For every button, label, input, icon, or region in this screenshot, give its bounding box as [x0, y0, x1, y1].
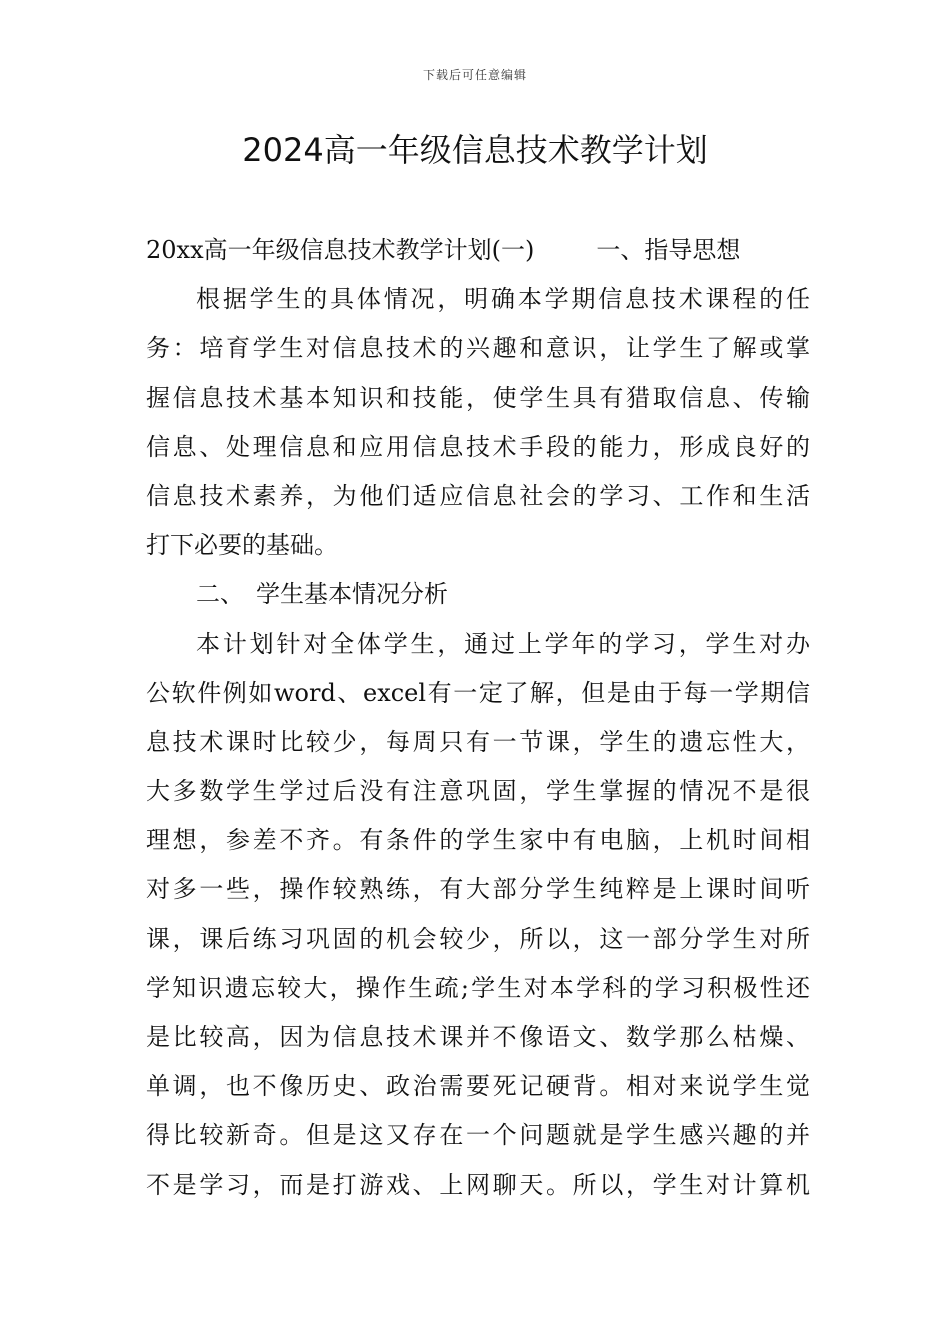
document-body [146, 226, 810, 1210]
paragraph-line: 学知识遗忘较大，操作生疏;学生对本学科的学习积极性还 [146, 973, 810, 1002]
paragraph-line: 理想，参差不齐。有条件的学生家中有电脑，上机时间相 [146, 826, 810, 855]
paragraph-line: 务：培育学生对信息技术的兴趣和意识，让学生了解或掌 [146, 334, 810, 363]
paragraph-line: 得比较新奇。但是这又存在一个问题就是学生感兴趣的并 [146, 1121, 810, 1150]
paragraph-line: 单调，也不像历史、政治需要死记硬背。相对来说学生觉 [146, 1072, 810, 1101]
paragraph-line: 信息技术素养，为他们适应信息社会的学习、工作和生活 [146, 481, 810, 510]
paragraph-line: 根据学生的具体情况，明确本学期信息技术课程的任 [196, 285, 810, 314]
paragraph-line: 大多数学生学过后没有注意巩固，学生掌握的情况不是很 [146, 777, 810, 806]
section-1-heading: 一、指导思想 [596, 236, 741, 264]
paragraph-line: 握信息技术基本知识和技能，使学生具有猎取信息、传输 [146, 383, 810, 412]
paragraph-line: 课，课后练习巩固的机会较少，所以，这一部分学生对所 [146, 924, 810, 953]
section-2-heading: 二、 学生基本情况分析 [196, 580, 448, 609]
paragraph-line: 是比较高，因为信息技术课并不像语文、数学那么枯燥、 [146, 1023, 810, 1051]
paragraph-guiding-ideology [146, 275, 810, 570]
plan-subtitle: 20xx高一年级信息技术教学计划(一) [146, 236, 535, 264]
subtitle-line [146, 226, 810, 275]
paragraph-line: 不是学习，而是打游戏、上网聊天。所以，学生对计算机 [146, 1170, 810, 1199]
page-title: 2024高一年级信息技术教学计划 [242, 131, 708, 169]
paragraph-line: 信息、处理信息和应用信息技术手段的能力，形成良好的 [146, 432, 810, 461]
paragraph-line: 对多一些，操作较熟练，有大部分学生纯粹是上课时间听 [146, 875, 810, 904]
paragraph-line: 公软件例如word、excel有一定了解，但是由于每一学期信 [146, 678, 810, 707]
paragraph-line: 打下必要的基础。 [146, 531, 338, 560]
paragraph-line: 本计划针对全体学生，通过上学年的学习，学生对办 [196, 629, 810, 658]
paragraph-line: 息技术课时比较少，每周只有一节课，学生的遗忘性大， [146, 727, 810, 756]
paragraph-student-analysis [146, 620, 810, 1210]
header-note: 下载后可任意编辑 [422, 68, 527, 82]
